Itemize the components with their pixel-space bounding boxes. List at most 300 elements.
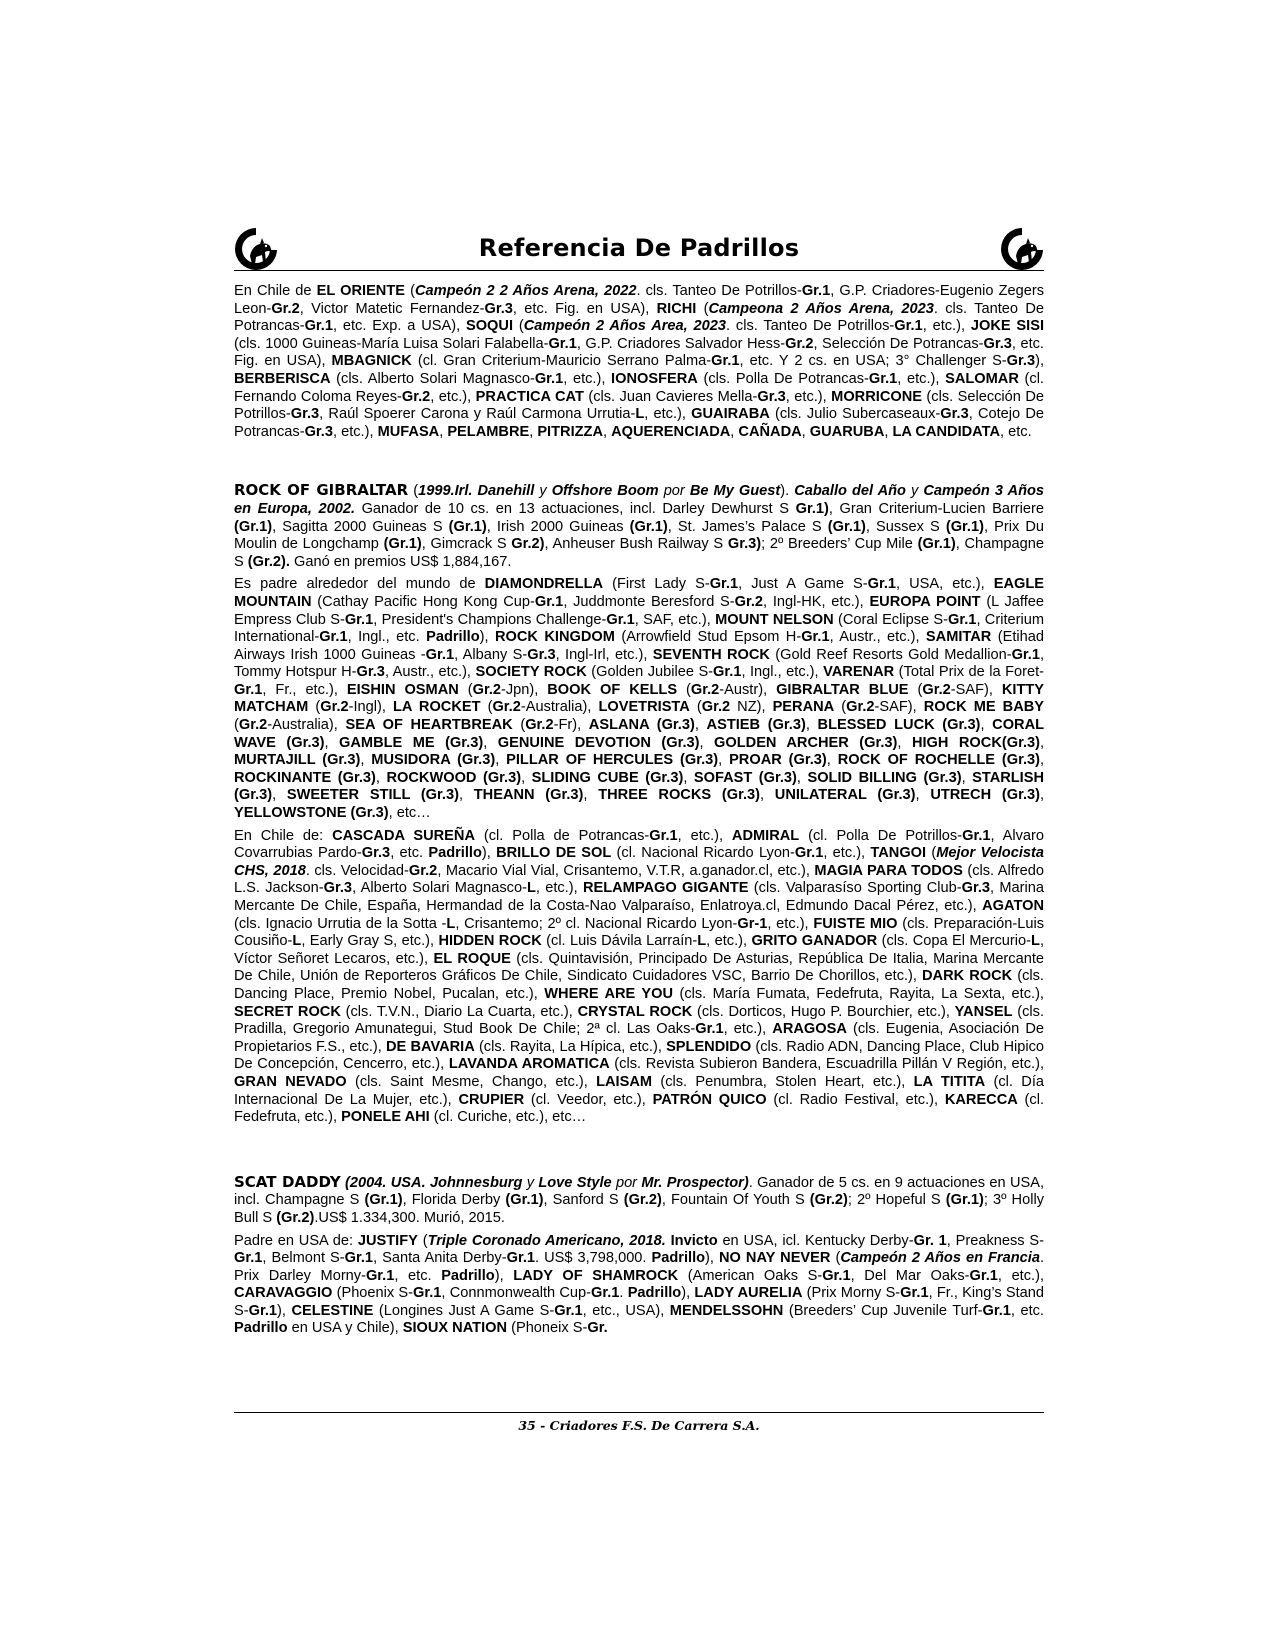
text-run: , Anheuser Bush Railway S <box>544 536 728 553</box>
text-run: -Fr), <box>553 717 589 734</box>
text-run: (Gr.1) <box>448 518 487 535</box>
text-run: , etc.), <box>563 370 612 387</box>
text-run: Gr.2 <box>846 699 875 716</box>
text-run: Gr.1 <box>425 646 455 663</box>
text-run: (Breeders’ Cup Juvenile Turf- <box>783 1302 983 1319</box>
text-run: Gr.2 <box>525 717 554 734</box>
text-run: (Gr.2) <box>623 1192 662 1209</box>
text-run: (cl. Veedor, etc.), <box>524 1091 653 1108</box>
text-run: , Ingl-Irl, etc.), <box>555 646 653 663</box>
text-run: Padrillo <box>651 1250 706 1267</box>
text-run: , etc.), <box>922 318 971 335</box>
text-run: L <box>697 933 707 950</box>
text-run: MBAGNICK <box>331 353 412 370</box>
text-run: (Longines Just A Game S- <box>373 1302 555 1319</box>
text-run: Gr.1 <box>868 370 898 387</box>
text-run: DARK ROCK <box>922 968 1013 985</box>
text-run: (cls. Alfredo L.S. Jackson- <box>234 862 1044 897</box>
text-run: , etc.), <box>644 406 692 423</box>
text-run: Gr.1 <box>894 318 923 335</box>
text-run: , <box>694 717 707 734</box>
text-run: , Raúl Spoerer Carona y Raúl Carmona Urrutia- <box>319 406 636 423</box>
text-run: CELESTINE <box>291 1302 374 1319</box>
text-run: EL ROQUE <box>433 950 511 967</box>
text-run: THREE ROCKS (Gr.3) <box>598 787 760 804</box>
text-run: (cls. Revista Subieron Bandera, Escuadrilla Pillán V Región, etc.), <box>609 1056 1044 1073</box>
text-run: ), <box>705 1250 719 1267</box>
text-run: , Champagne S <box>234 536 1045 570</box>
text-run: (Phoneix S- <box>507 1320 588 1337</box>
text-run: GRAN NEVADO <box>234 1073 347 1090</box>
text-run: , etc… <box>388 805 431 822</box>
text-run: L <box>1031 933 1040 950</box>
text-run: MUSIDORA (Gr.3) <box>371 752 496 769</box>
text-run: (Gr.2). <box>247 553 290 570</box>
text-run: Offshore Boom <box>551 483 659 500</box>
text-run: , <box>961 769 973 786</box>
text-run: MURTAJILL (Gr.3) <box>234 752 361 769</box>
text-run: Gr.1 <box>867 576 896 593</box>
text-run: ( <box>480 699 493 716</box>
text-run: , Santa Anita Derby- <box>373 1250 507 1267</box>
text-run: , <box>730 423 739 440</box>
text-run: , etc. <box>390 845 429 862</box>
text-run: , <box>1039 787 1045 804</box>
text-run: Gr.2 <box>408 862 438 879</box>
text-run: , <box>759 787 775 804</box>
text-run: SOQUI <box>465 318 513 335</box>
text-run: , <box>360 752 372 769</box>
text-run: Gr.2 <box>320 699 349 716</box>
text-run: Gr. <box>587 1320 608 1337</box>
text-run: (cl. Gran Criterium-Mauricio Serrano Palma- <box>411 353 712 370</box>
text-run: ARAGOSA <box>772 1021 847 1038</box>
text-run: (cl. Nacional Ricardo Lyon- <box>611 845 795 862</box>
text-run: (Gr.1) <box>945 518 984 535</box>
text-run: , Belmont S- <box>262 1250 345 1267</box>
text-run: ( <box>834 699 847 716</box>
text-run: Gr.2 <box>271 300 300 317</box>
text-run: , Fr., etc.), <box>262 681 347 698</box>
text-run: . cls. Tanteo De Potrancas- <box>234 300 1044 335</box>
text-run: RELAMPAGO GIGANTE <box>582 880 749 897</box>
text-run: (Gold Reef Resorts Gold Medallion- <box>769 646 1012 663</box>
text-run: PATRÓN QUICO <box>652 1091 767 1108</box>
text-run: LADY AURELIA <box>694 1285 803 1302</box>
text-run: , <box>603 423 612 440</box>
text-run: Ganador de 10 cs. en 13 actuaciones, incl. Darley Dewhurst S <box>355 500 796 517</box>
text-run: Gr.1 <box>344 1250 374 1267</box>
text-run: , Ingl., etc.), <box>741 664 824 681</box>
text-run: GUAIRABA <box>691 406 770 423</box>
text-run: Gr.3 <box>961 880 991 897</box>
text-run: NO NAY NEVER <box>719 1250 831 1267</box>
text-run: , <box>801 423 810 440</box>
text-run: por <box>658 483 690 500</box>
text-run: , etc. Fig. en USA), <box>512 300 657 317</box>
text-run: (Total Prix de la Foret- <box>894 664 1045 681</box>
text-run: Triple Coronado Americano, 2018. <box>427 1232 666 1249</box>
text-run: Gr.3 <box>757 388 786 405</box>
text-run: , <box>826 752 838 769</box>
text-run: , USA, etc.), <box>896 576 994 593</box>
text-run: Padre en USA de: <box>234 1232 358 1249</box>
text-run: ( <box>696 300 709 317</box>
text-run: , Fr., King’s Stand S- <box>234 1285 1044 1319</box>
text-run: GIBRALTAR BLUE <box>776 681 909 698</box>
text-run: Gr.1 <box>711 353 740 370</box>
text-run: , <box>583 787 599 804</box>
text-run: , Just A Game S- <box>738 576 868 593</box>
text-run: ( <box>405 283 415 299</box>
text-run: Es padre alrededor del mundo de <box>234 576 485 593</box>
text-run: GRITO GANADOR <box>751 933 878 950</box>
text-run: En Chile de: <box>234 827 333 844</box>
text-run: , Tommy Hotspur H- <box>234 646 1045 681</box>
text-run: (cls. Valparasíso Sporting Club- <box>748 880 962 897</box>
text-run: Gr.1 <box>982 1302 1011 1319</box>
text-run: BOOK OF KELLS <box>547 681 678 698</box>
text-run: , <box>796 769 808 786</box>
text-run: , Ingl., etc. <box>347 629 427 646</box>
text-run: (cls. T.V.N., Diario La Cuarta, etc.), <box>340 1003 578 1020</box>
text-run: Gr.1 <box>900 1285 929 1302</box>
text-run: Gr.3 <box>361 845 391 862</box>
text-run: SIOUX NATION <box>402 1320 508 1337</box>
text-run: . US$ 3,798,000. <box>535 1250 652 1267</box>
text-run: LA TITITA <box>913 1073 986 1090</box>
text-run: 1999.Irl. Danehill <box>418 483 535 500</box>
text-run: BLESSED LUCK (Gr.3) <box>817 717 981 734</box>
text-run: SECRET ROCK <box>234 1003 341 1020</box>
text-run: -Ingl), <box>348 699 393 716</box>
text-run: (cls. Preparación-Luis Cousiño- <box>234 915 1044 950</box>
text-run: , etc. Y 2 cs. en USA; 3° Challenger S- <box>739 353 1007 370</box>
text-run: (cls. Pradilla, Gregorio Amunategui, Stud Book De Chile; 2ª cl. Las Oaks- <box>234 1003 1044 1038</box>
text-run: , Criterium International- <box>234 611 1044 646</box>
text-run: -SAF), <box>950 681 1002 698</box>
text-run: (Gr.1) <box>945 1192 984 1209</box>
text-run: FUISTE MIO <box>813 915 898 932</box>
text-run: Gr.3) <box>727 536 762 553</box>
text-run: LA ROCKET <box>392 699 481 716</box>
text-run: ( <box>677 681 691 698</box>
text-run: STARLISH (Gr.3) <box>234 769 1045 804</box>
text-run: , Víctor Señoret Lecaros, etc.), <box>234 933 1044 967</box>
text-run: PITRIZZA <box>537 423 603 440</box>
text-run: KARECCA <box>944 1091 1018 1108</box>
text-run: -Jpn), <box>501 681 548 698</box>
text-run: , SAF, etc.), <box>634 611 716 628</box>
text-run: , Albany S- <box>454 646 528 663</box>
text-run: , <box>915 787 931 804</box>
text-run: -Austr), <box>719 681 777 698</box>
text-run: , etc. <box>1000 423 1032 440</box>
text-run: .US$ 1.334,300. Murió, 2015. <box>314 1209 505 1226</box>
text-run: ROCKWOOD (Gr.3) <box>386 769 522 786</box>
text-run: EISHIN OSMAN <box>346 681 459 698</box>
text-run: (cl. Polla De Potrillos- <box>799 827 963 844</box>
text-run: , Ingl-HK, etc.), <box>763 593 870 610</box>
text-run: (cls. Ignacio Urrutia de la Sotta - <box>234 915 447 932</box>
text-run: CRYSTAL ROCK <box>577 1003 693 1020</box>
text-run: BERBERISCA <box>234 370 331 387</box>
text-run: , <box>1039 752 1045 769</box>
page-footer <box>234 1412 1044 1435</box>
text-run: , etc.), <box>706 933 752 950</box>
text-run: -Australia), <box>267 717 346 734</box>
text-run: MENDELSSOHN <box>669 1302 784 1319</box>
text-run: PRACTICA CAT <box>475 388 584 405</box>
text-run: ( <box>830 1250 841 1267</box>
text-run: HIGH ROCK(Gr.3) <box>911 734 1040 751</box>
text-run: , <box>884 423 893 440</box>
text-run: , <box>483 734 498 751</box>
text-run: , G.P. Criadores-Eugenio Zegers Leon- <box>234 283 1044 317</box>
text-run: , <box>699 734 715 751</box>
text-run: (American Oaks S- <box>678 1267 823 1284</box>
text-run: LOVETRISTA <box>598 699 690 716</box>
text-run: (cls. Eugenia, Asociación De Propietarios F.S., etc.), <box>234 1021 1044 1055</box>
text-run: , Early Gray S, etc.), <box>301 933 439 950</box>
page-header <box>234 222 1044 271</box>
text-run: , Marina Mercante De Chile, España, Hermandad de la Costa-Nao Valparaíso, Enlatroya.cl, Edmundo Dacal Pérez, etc.), <box>234 880 1045 914</box>
text-run: Invicto <box>670 1232 718 1249</box>
text-run: , Irish 2000 Guineas <box>486 518 630 535</box>
text-run: Gr.3 <box>484 300 513 317</box>
text-run: (cls. Dorticos, Hugo P. Bourchier, etc.), <box>692 1003 955 1020</box>
text-run: ROCK OF ROCHELLE (Gr.3) <box>837 752 1040 769</box>
text-run: , etc.), <box>785 388 832 405</box>
text-run: Be My Guest <box>689 483 781 500</box>
text-run: (Phoenix S- <box>332 1285 414 1302</box>
text-run: L <box>292 933 302 950</box>
text-run: , etc. <box>1010 1302 1044 1319</box>
text-run: , etc.), <box>997 1267 1045 1284</box>
text-run: Gr.2 <box>785 335 814 352</box>
text-run: ), <box>277 1302 292 1319</box>
text-run: UTRECH (Gr.3) <box>930 787 1040 804</box>
text-run: , <box>1039 734 1045 751</box>
text-run: , <box>439 423 448 440</box>
text-run: PELAMBRE <box>447 423 530 440</box>
text-run: Gr.1 <box>606 611 635 628</box>
text-run: ADMIRAL <box>731 827 800 844</box>
text-run: en USA y Chile), <box>287 1320 403 1337</box>
text-run: ). <box>780 483 795 500</box>
text-run: , <box>980 717 993 734</box>
text-run: , Victor Matetic Fernandez- <box>299 300 485 317</box>
text-run: , <box>897 734 912 751</box>
text-run: Gr.2 <box>401 388 431 405</box>
text-run: Mejor Velocista CHS, 2018 <box>234 845 1044 879</box>
text-run: Gr.2 <box>734 593 764 610</box>
text-run: ROCKINANTE (Gr.3) <box>234 769 376 786</box>
text-run: (Gr.1) <box>364 1192 403 1209</box>
text-run: TANGOI <box>870 845 927 862</box>
sire-scat-daddy <box>234 1174 1044 1228</box>
text-run: L <box>446 915 456 932</box>
text-run: , Juddmonte Beresford S- <box>563 593 735 610</box>
text-run: Padrillo <box>428 845 482 862</box>
text-run: (Gr.1) <box>917 536 956 553</box>
text-run: ROCK KINGDOM <box>494 629 615 646</box>
text-run: , <box>272 787 287 804</box>
text-run: VARENAR <box>823 664 895 681</box>
text-run: Gr.1 <box>554 1302 583 1319</box>
text-run: JUSTIFY <box>357 1232 418 1249</box>
text-run: , Gimcrack S <box>421 536 512 553</box>
text-run: y <box>522 1174 539 1191</box>
text-run: SALOMAR <box>945 370 1019 387</box>
paragraph-progeny-chile <box>234 828 1044 1127</box>
text-run: MORRICONE <box>831 388 922 405</box>
text-run: , Gran Criterium-Lucien Barriere <box>828 500 1045 517</box>
text-run: ( <box>926 845 937 862</box>
text-run: MOUNT NELSON <box>715 611 834 628</box>
text-run: EUROPA POINT <box>869 593 981 610</box>
text-run: (cls. Quintavisión, Principado De Asturias, República De Italia, Marina Mercante De Chile, Unión de Reporteros Gráficos De Chile, Sindicato Cuidadores VSC, Barrio De Chorillos, etc.), <box>234 950 1044 985</box>
text-run: LA CANDIDATA <box>892 423 1001 440</box>
text-run: Gr.1 <box>948 611 977 628</box>
text-run: CRUPIER <box>458 1091 525 1108</box>
text-run: y <box>905 483 924 500</box>
text-run: Gr.2 <box>238 717 268 734</box>
text-run: Gr.3 <box>983 335 1012 352</box>
text-run: , <box>718 752 730 769</box>
paragraph-progeny-usa <box>234 1233 1044 1339</box>
text-run: Gr.1 <box>304 318 333 335</box>
horse-logo-icon <box>998 226 1046 272</box>
text-run: Gr.1 <box>709 576 739 593</box>
text-run: (Prix Morny S- <box>802 1285 901 1302</box>
text-run: Gr.3 <box>527 646 556 663</box>
text-run: IONOSFERA <box>611 370 698 387</box>
text-run: (Gr.1) <box>234 518 273 535</box>
text-run: RICHI <box>656 300 697 317</box>
text-run: , Macario Vial Vial, Crisantemo, V.T.R, a.ganador.cl, etc.), <box>437 862 815 879</box>
text-run: PERANA <box>772 699 835 716</box>
text-run: ( <box>408 483 419 500</box>
text-run: Gr.1 <box>649 827 678 844</box>
text-run: ASTIEB (Gr.3) <box>706 717 806 734</box>
text-run: , etc. <box>394 1267 442 1284</box>
text-run: DIAMONDRELLA <box>484 576 604 593</box>
text-run: En Chile de <box>234 283 317 299</box>
text-run: (L Jaffee Empress Club S- <box>234 593 1044 628</box>
text-run: ROCK ME BABY <box>923 699 1045 716</box>
text-run: Gr-1 <box>737 915 768 932</box>
text-run: ; 3º Holly Bull S <box>234 1192 1044 1226</box>
text-run: JOKE SISI <box>970 318 1045 335</box>
text-run: BRILLO DE SOL <box>496 845 612 862</box>
text-run: Gr.3 <box>1006 353 1036 370</box>
text-run: (cl. Día Internacional De La Mujer, etc.), <box>234 1073 1044 1108</box>
text-run: CARAVAGGIO <box>234 1285 333 1302</box>
text-run: Gr.1 <box>713 664 742 681</box>
text-run: (cls. Polla De Potrancas- <box>697 370 869 387</box>
text-run: ), <box>494 1267 514 1284</box>
text-run: (cl. Radio Festival, etc.), <box>766 1091 945 1108</box>
text-run: Caballo del Año <box>794 483 906 500</box>
text-run: Padrillo <box>627 1285 682 1302</box>
text-run: GENUINE DEVOTION (Gr.3) <box>497 734 700 751</box>
text-run: SEVENTH ROCK <box>652 646 770 663</box>
text-run: Campeón 2 Años Area, 2023 <box>523 318 727 335</box>
text-run: Love Style <box>538 1174 612 1191</box>
text-run: (cls. Juan Cavieres Mella- <box>583 388 758 405</box>
text-run: Gr.2 <box>922 681 951 698</box>
text-run: . Ganador de 5 cs. en 9 actuaciones en USA, incl. Champagne S <box>234 1174 1045 1209</box>
text-run: , etc.), <box>332 423 378 440</box>
text-run: -Australia), <box>520 699 599 716</box>
text-run: Campeona 2 Años Arena, 2023 <box>708 300 934 317</box>
text-run: CASCADA SUREÑA <box>332 827 475 844</box>
text-run: ( <box>689 699 702 716</box>
text-run: THEANN (Gr.3) <box>473 787 584 804</box>
text-run: , Prix Du Moulin de Longchamp <box>234 518 1044 553</box>
text-run: , President's Champions Challenge- <box>373 611 607 628</box>
text-run: YANSEL <box>954 1003 1013 1020</box>
text-run: , etc.), <box>823 845 871 862</box>
text-run: GOLDEN ARCHER (Gr.3) <box>714 734 898 751</box>
text-run: AGATON <box>982 898 1044 914</box>
text-run: , Sagitta 2000 Guineas S <box>272 518 449 535</box>
text-run: , Alberto Solari Magnasco- <box>352 880 527 897</box>
text-run: ( <box>417 1232 428 1249</box>
text-run: Gr.2 <box>492 699 521 716</box>
text-run: Gr.1 <box>591 1285 620 1302</box>
text-run: ), <box>1035 353 1044 370</box>
text-run: , Austr., etc.), <box>384 664 476 681</box>
text-run: MUFASA <box>377 423 440 440</box>
text-run: ( <box>234 717 239 734</box>
text-run: Gr.1 <box>234 681 263 698</box>
text-run: SCAT DADDY <box>234 1172 341 1191</box>
text-run: . Prix Darley Morny- <box>234 1250 1044 1284</box>
text-run: Gr.1 <box>248 1302 277 1319</box>
text-run: LADY OF SHAMROCK <box>513 1267 679 1284</box>
text-run: EL ORIENTE <box>316 283 405 299</box>
text-run: , etc.), <box>897 370 946 387</box>
text-run: (cls. Saint Mesme, Chango, etc.), <box>346 1073 597 1090</box>
text-run: Gr.1 <box>794 845 824 862</box>
page-content <box>234 222 1044 1343</box>
text-run: LAVANDA AROMATICA <box>448 1056 610 1073</box>
text-run: . cls. Velocidad- <box>305 862 409 879</box>
text-run: Gr.1 <box>534 370 564 387</box>
text-run: por <box>611 1174 642 1191</box>
paragraph-progeny-world <box>234 576 1044 822</box>
text-run: MAGIA PARA TODOS <box>814 862 963 879</box>
text-run: ( <box>458 681 473 698</box>
text-run: ASLANA (Gr.3) <box>588 717 695 734</box>
text-run: WHERE ARE YOU <box>544 985 674 1002</box>
text-run: (Etihad Airways Irish 1000 Guineas - <box>234 629 1044 663</box>
text-run: ), <box>681 1285 695 1302</box>
text-run: . <box>619 1285 628 1302</box>
text-run: UNILATERAL (Gr.3) <box>774 787 916 804</box>
text-run: ROCK OF GIBRALTAR <box>234 481 409 500</box>
text-run: (First Lady S- <box>603 576 710 593</box>
text-run: (cl. Fedefruta, etc.), <box>234 1091 1045 1126</box>
paragraph-el-oriente <box>234 283 1044 441</box>
text-run: Gr.2 <box>690 681 720 698</box>
text-run: SOLID BILLING (Gr.3) <box>807 769 962 786</box>
text-run: , Crisantemo; 2º cl. Nacional Ricardo Lyon- <box>455 915 738 932</box>
text-run: (cl. Luis Dávila Larraín- <box>541 933 698 950</box>
text-run: (cls. Penumbra, Stolen Heart, etc.), <box>652 1073 914 1090</box>
